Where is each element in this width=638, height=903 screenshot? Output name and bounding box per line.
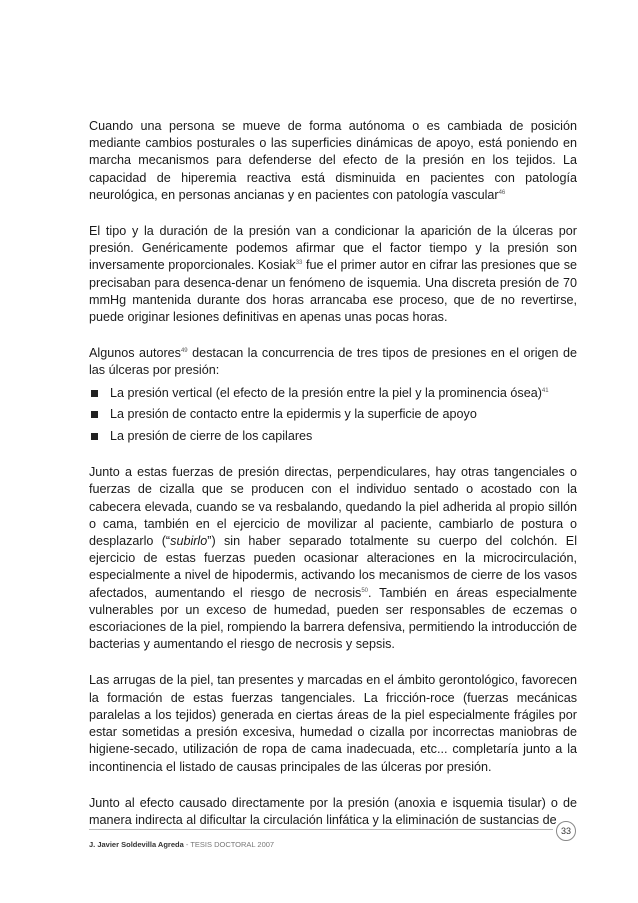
pressure-types-list — [89, 385, 577, 446]
paragraph-6: Las arrugas de la piel, tan presentes y marcadas en el ámbito gerontológico, favorecen la formación de estas fuerzas tangenciales. La fricción-roce (fuerzas mecánicas paralelas a los tejidos) generada en ciertas áreas de la piel especialmente frágiles por estar sometidas a presión excesiva, humedad o cizalla por incorrectas maniobras de higiene-secado, utilización de ropa de cama inadecuada, etc... completaría junto a la incontinencia el listado de causas principales de las úlceras por presión. — [89, 673, 577, 774]
reference-49: 49 — [180, 348, 188, 355]
paragraph-5: Junto a estas fuerzas de presión directas, perpendiculares, hay otras tangenciales o fuerzas de cizalla que se producen con el individuo sentado o acostado con la cabecera elevada, cuando se va resbalando, quedando la piel adherida al propio sillón o cama, también en el ejercicio de movilizar al paciente, cambiarlo de postura o desplazarlo (“subirlo”) sin haber separado totalmente su cuerpo del colchón. El ejercicio de estas fuerzas pueden ocasionar alteraciones en la microcirculación, especialmente a nivel de hipodermis, activando los mecanismos de cierre de los vasos afectados, aumentando el riesgo de necrosis$^{50}$. También en áreas especialmente vulnerables por un exceso de humedad, pueden ser responsables de eczemas o escoriaciones de la piel, rompiendo la barrera defensiva, permitiendo la introducción de bacterias y aumentando el riesgo de necrosis y sepsis. — [89, 465, 577, 652]
footer-separator: - — [183, 840, 191, 849]
page-number: 33 — [556, 821, 576, 841]
paragraph-2: El tipo y la duración de la presión van a condicionar la aparición de la úlceras por presión. Genéricamente podemos afirmar que el factor tiempo y la presión son inversamente proporcionales. Kosiak$^{33}$ fue el primer autor en cifrar las presiones que se precisaban para desenca-denar un fenómeno de isquemia. Una discreta presión de 70 mmHg mantenida durante dos horas arrancaba ese proceso, que de no revertirse, puede originar lesiones definitivas en apenas unas pocas horas. — [89, 224, 578, 325]
reference-33: 33 — [295, 260, 303, 267]
list-item: La presión de cierre de los capilares — [89, 428, 577, 445]
square-bullet-icon — [91, 433, 98, 440]
reference-41: 41 — [541, 387, 549, 394]
footer-thesis: TESIS DOCTORAL 2007 — [190, 840, 275, 849]
paragraph-7: Junto al efecto causado directamente por la presión (anoxia e isquemia tisular) o de manera indirecta al dificultar la circulación linfática y la eliminación de sustancias de — [89, 795, 577, 827]
square-bullet-icon — [91, 411, 98, 418]
footer-author: J. Javier Soldevilla Agreda — [89, 840, 184, 849]
reference-46: 46 — [498, 189, 506, 196]
footer-divider — [89, 829, 553, 830]
reference-50: 50 — [361, 587, 369, 594]
list-item: La presión de contacto entre la epidermis y la superficie de apoyo — [89, 406, 577, 423]
square-bullet-icon — [91, 390, 98, 397]
italic-term: subirlo — [170, 534, 208, 549]
footer — [89, 840, 274, 849]
body-text — [89, 118, 577, 829]
paragraph-3: Algunos autores$^{49}$ destacan la concurrencia de tres tipos de presiones en el origen de las úlceras por presión: — [89, 346, 577, 378]
list-item: La presión vertical (el efecto de la presión entre la piel y la prominencia ósea)$^{41}$ — [89, 385, 577, 402]
paragraph-1: Cuando una persona se mueve de forma autónoma o es cambiada de posición mediante cambios posturales o las superficies dinámicas de apoyo, está poniendo en marcha mecanismos para defenderse del efecto de la presión en los tejidos. La capacidad de hiperemia reactiva está disminuida en pacientes con patología neurológica, en personas ancianas y en pacientes con patología vascular$^{46}$ — [89, 119, 577, 202]
